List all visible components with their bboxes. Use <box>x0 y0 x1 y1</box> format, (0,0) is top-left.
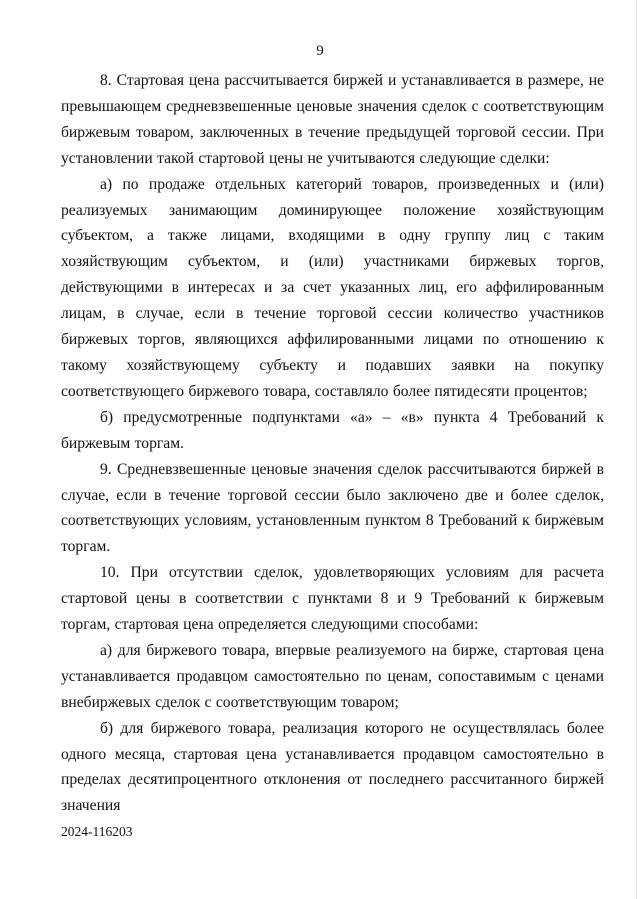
paragraph-8a: а) по продаже отдельных категорий товаров, произведенных и (или) реализуемых занимающим доминирующее положение хозяйствующим субъектом, а также лицами, входящими в одну группу лиц с таким хозяйствующим субъектом, и (или) участниками биржевых торгов, действующими в интересах и за счет указанных лиц, его аффилированным лицам, в случае, если в течение торговой сессии количество участников биржевых торгов, являющихся аффилированными лицами по отношению к такому хозяйствующему субъекту и подавших заявки на покупку соответствующего биржевого товара, составляло более пятидесяти процентов; <box>61 175 604 400</box>
paragraph-10a: а) для биржевого товара, впервые реализуемого на бирже, стартовая цена устанавливается продавцом самостоятельно по ценам, сопоставимым с ценами внебиржевых сделок с соответствующим товаром; <box>61 641 604 711</box>
paragraph-8: 8. Стартовая цена рассчитывается биржей и устанавливается в размере, не превышающем средневзвешенные ценовые значения сделок с соответствующим биржевым товаром, заключенных в течение предыдущей торговой сессии. При установлении такой стартовой цены не учитываются следующие сделки: <box>61 72 604 167</box>
document-body <box>61 68 604 819</box>
scan-edge-line <box>636 0 637 899</box>
paragraph-10b: б) для биржевого товара, реализация которого не осуществлялась более одного месяца, стартовая цена устанавливается продавцом самостоятельно в пределах десятипроцентного отклонения от последнего рассчитанного биржей значения <box>61 719 604 815</box>
paragraph-10: 10. При отсутствии сделок, удовлетворяющих условиям для расчета стартовой цены в соответствии с пунктами 8 и 9 Требований к биржевым торгам, стартовая цена определяется следующими способами: <box>61 564 604 634</box>
paragraph-9: 9. Средневзвешенные ценовые значения сделок рассчитываются биржей в случае, если в течение торговой сессии было заключено две и более сделок, соответствующих условиям, установленным пунктом 8 Требований к биржевым торгам. <box>61 460 604 556</box>
page-number: 9 <box>316 43 324 59</box>
document-code: 2024-116203 <box>61 824 133 839</box>
paragraph-8b: б) предусмотренные подпунктами «а» – «в» пункта 4 Требований к биржевым торгам. <box>61 408 604 452</box>
